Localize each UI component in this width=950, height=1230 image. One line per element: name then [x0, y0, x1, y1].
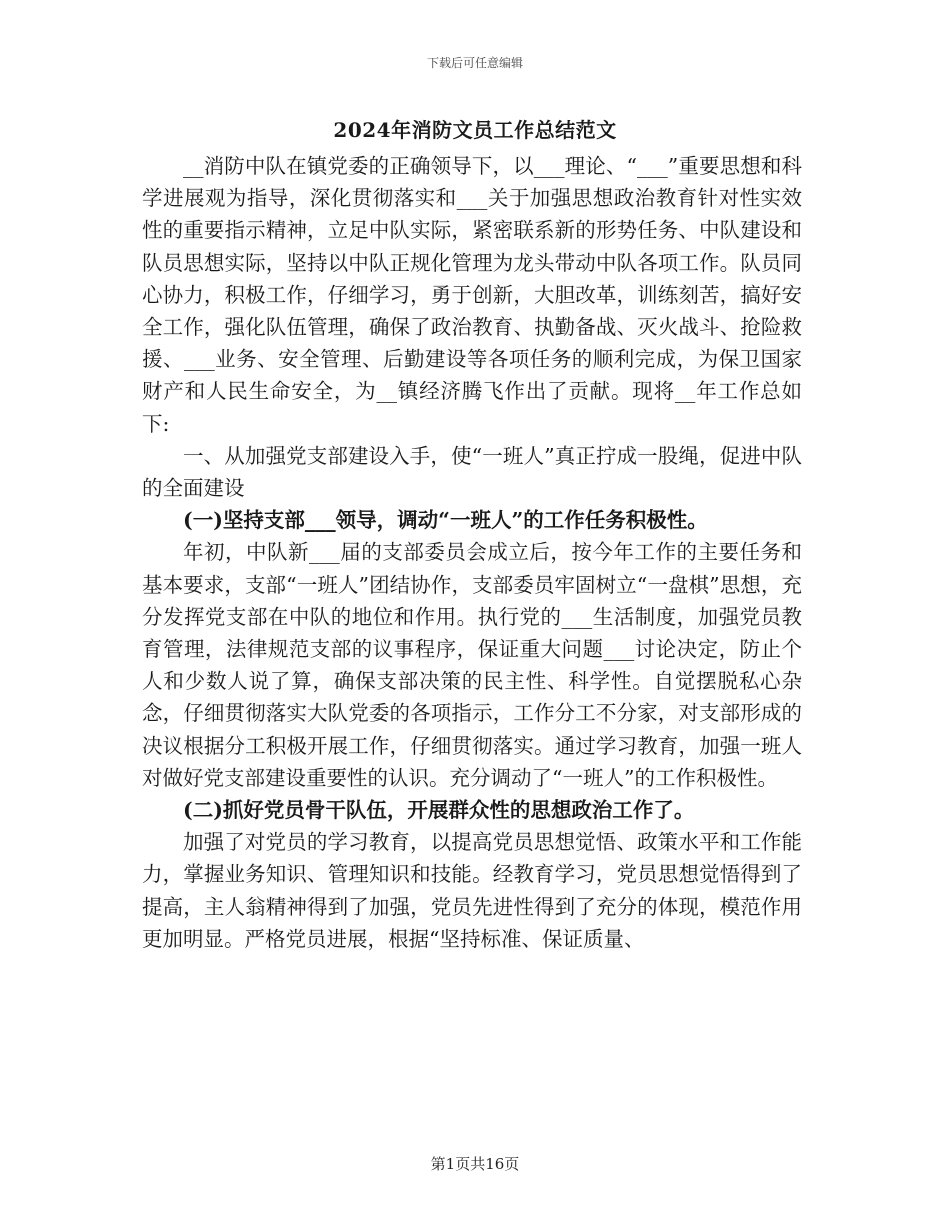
page-number: 第1页共16页 [430, 1155, 520, 1173]
paragraph-body-1: 年初，中队新___届的支部委员会成立后，按今年工作的主要任务和基本要求，支部“一班人”团结协作，支部委员牢固树立“一盘棋”思想，充分发挥党支部在中队的地位和作用。执行党的___生活制度，加强党员教育管理，法律规范支部的议事程序，保证重大问题___讨论决定，防止个人和少数人说了算，确保支部决策的民主性、科学性。自觉摆脱私心杂念，仔细贯彻落实大队党委的各项指示，工作分工不分家，对支部形成的决议根据分工积极开展工作，仔细贯彻落实。通过学习教育，加强一班人对做好党支部建设重要性的认识。充分调动了“一班人”的工作积极性。 [142, 540, 802, 790]
document-body [142, 150, 802, 955]
subsection-heading-2: (二)抓好党员骨干队伍，开展群众性的思想政治工作了。 [183, 798, 695, 823]
document-title: 2024年消防文员工作总结范文 [333, 118, 617, 142]
paragraph-body-2: 加强了对党员的学习教育，以提高党员思想觉悟、政策水平和工作能力，掌握业务知识、管理知识和技能。经教育学习，党员思想觉悟得到了提高，主人翁精神得到了加强，党员先进性得到了充分的体现，模范作用更加明显。严格党员进展，根据“坚持标准、保证质量、 [142, 830, 802, 951]
section-heading-1: 一、从加强党支部建设入手，使“一班人”真正拧成一股绳，促进中队的全面建设 [142, 443, 802, 501]
paragraph-intro: __消防中队在镇党委的正确领导下，以___理论、“___”重要思想和科学进展观为指导，深化贯彻落实和___关于加强思想政治教育针对性实效性的重要指示精神，立足中队实际，紧密联系新的形势任务、中队建设和队员思想实际，坚持以中队正规化管理为龙头带动中队各项工作。队员同心协力，积极工作，仔细学习，勇于创新，大胆改革，训练刻苦，搞好安全工作，强化队伍管理，确保了政治教育、执勤备战、灭火战斗、抢险救援、___业务、安全管理、后勤建设等各项任务的顺利完成，为保卫国家财产和人民生命安全，为__镇经济腾飞作出了贡献。现将__年工作总如下: [142, 154, 802, 436]
subsection-heading-1: (一)坚持支部___领导，调动“一班人”的工作任务积极性。 [183, 508, 708, 533]
download-note: 下载后可任意编辑 [426, 56, 523, 70]
